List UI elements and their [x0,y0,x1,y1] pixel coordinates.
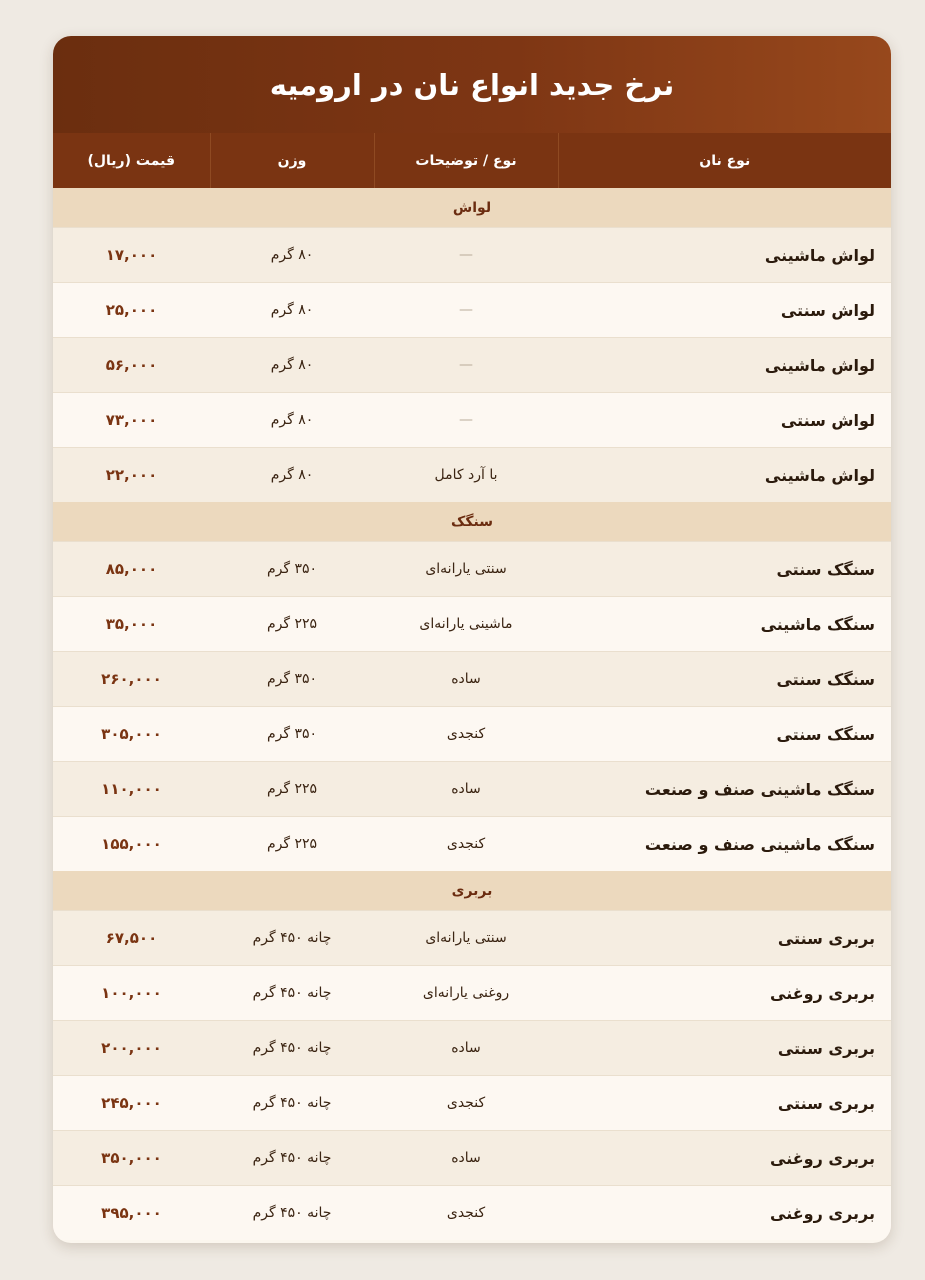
bread-price-cell: ۱۵۵,۰۰۰ [53,817,210,872]
bread-name-cell: سنگک ماشینی صنف و صنعت [558,762,891,817]
bread-type-cell: ساده [374,1021,558,1076]
bread-name-cell: لواش سنتی [558,393,891,448]
bread-price-cell: ۳۵,۰۰۰ [53,597,210,652]
bread-name-cell: بربری روغنی [558,1131,891,1186]
bread-name-cell: بربری سنتی [558,911,891,966]
bread-type-cell: ماشینی یارانه‌ای [374,597,558,652]
bread-weight-cell: ۳۵۰ گرم [210,652,374,707]
category-row [53,188,891,228]
bread-type-cell: — [374,393,558,448]
bread-weight-cell: چانه ۴۵۰ گرم [210,1076,374,1131]
table-row [53,762,891,817]
bread-type-cell: سنتی یارانه‌ای [374,911,558,966]
bread-name-cell: بربری سنتی [558,1021,891,1076]
table-row [53,1186,891,1241]
category-label: بربری [53,871,891,911]
table-row [53,911,891,966]
bread-price-cell: ۱۰۰,۰۰۰ [53,966,210,1021]
bread-price-cell: ۲۰۰,۰۰۰ [53,1021,210,1076]
bread-type-cell: — [374,228,558,283]
bread-price-cell: ۲۵,۰۰۰ [53,283,210,338]
bread-price-cell: ۳۵۰,۰۰۰ [53,1131,210,1186]
bread-price-cell: ۵۶,۰۰۰ [53,338,210,393]
bread-name-cell: لواش سنتی [558,283,891,338]
table-row [53,228,891,283]
table-row [53,1021,891,1076]
price-table-card [53,36,891,1243]
category-label: سنگک [53,502,891,542]
bread-weight-cell: چانه ۴۵۰ گرم [210,1021,374,1076]
bread-weight-cell: ۸۰ گرم [210,228,374,283]
table-row [53,338,891,393]
bread-price-cell: ۶۷,۵۰۰ [53,911,210,966]
table-header-banner [53,36,891,133]
bread-price-cell: ۳۹۵,۰۰۰ [53,1186,210,1241]
bread-type-cell: ساده [374,762,558,817]
column-header-type: نوع / توضیحات [374,133,558,188]
table-row [53,542,891,597]
column-header-price: قیمت (ریال) [53,133,210,188]
column-header-name: نوع نان [558,133,891,188]
bread-type-cell: روغنی یارانه‌ای [374,966,558,1021]
bread-type-cell: کنجدی [374,817,558,872]
bread-price-cell: ۲۶۰,۰۰۰ [53,652,210,707]
bread-weight-cell: ۲۲۵ گرم [210,762,374,817]
bread-name-cell: بربری روغنی [558,966,891,1021]
bread-weight-cell: چانه ۴۵۰ گرم [210,1186,374,1241]
bread-name-cell: بربری سنتی [558,1076,891,1131]
bread-weight-cell: ۸۰ گرم [210,393,374,448]
bread-price-table [53,133,891,1240]
bread-name-cell: سنگک ماشینی [558,597,891,652]
bread-weight-cell: چانه ۴۵۰ گرم [210,1131,374,1186]
bread-name-cell: سنگک سنتی [558,707,891,762]
bread-name-cell: سنگک ماشینی صنف و صنعت [558,817,891,872]
page-title: نرخ جدید انواع نان در ارومیه [269,67,675,102]
bread-type-cell: با آرد کامل [374,448,558,503]
table-row [53,393,891,448]
column-header-weight: وزن [210,133,374,188]
bread-type-cell: سنتی یارانه‌ای [374,542,558,597]
bread-price-cell: ۲۴۵,۰۰۰ [53,1076,210,1131]
bread-name-cell: لواش ماشینی [558,228,891,283]
bread-name-cell: سنگک سنتی [558,542,891,597]
bread-weight-cell: ۳۵۰ گرم [210,542,374,597]
bread-price-cell: ۲۲,۰۰۰ [53,448,210,503]
bread-weight-cell: چانه ۴۵۰ گرم [210,966,374,1021]
bread-name-cell: لواش ماشینی [558,338,891,393]
bread-price-cell: ۳۰۵,۰۰۰ [53,707,210,762]
bread-type-cell: ساده [374,652,558,707]
table-row [53,966,891,1021]
bread-name-cell: سنگک سنتی [558,652,891,707]
bread-weight-cell: ۸۰ گرم [210,283,374,338]
table-row [53,448,891,503]
table-row [53,597,891,652]
bread-price-cell: ۸۵,۰۰۰ [53,542,210,597]
bread-type-cell: کنجدی [374,1076,558,1131]
bread-weight-cell: ۲۲۵ گرم [210,817,374,872]
table-row [53,1131,891,1186]
bread-type-cell: — [374,283,558,338]
table-row [53,707,891,762]
bread-type-cell: کنجدی [374,707,558,762]
bread-weight-cell: ۸۰ گرم [210,338,374,393]
bread-type-cell: ساده [374,1131,558,1186]
bread-weight-cell: ۸۰ گرم [210,448,374,503]
bread-name-cell: بربری روغنی [558,1186,891,1241]
bread-type-cell: کنجدی [374,1186,558,1241]
bread-price-cell: ۷۳,۰۰۰ [53,393,210,448]
table-row [53,817,891,872]
category-row [53,871,891,911]
bread-weight-cell: چانه ۴۵۰ گرم [210,911,374,966]
column-header-row [53,133,891,188]
bread-weight-cell: ۲۲۵ گرم [210,597,374,652]
bread-name-cell: لواش ماشینی [558,448,891,503]
category-label: لواش [53,188,891,228]
bread-weight-cell: ۳۵۰ گرم [210,707,374,762]
table-body [53,188,891,1240]
bread-type-cell: — [374,338,558,393]
table-row [53,1076,891,1131]
bread-price-cell: ۱۱۰,۰۰۰ [53,762,210,817]
table-row [53,283,891,338]
category-row [53,502,891,542]
table-row [53,652,891,707]
bread-price-cell: ۱۷,۰۰۰ [53,228,210,283]
